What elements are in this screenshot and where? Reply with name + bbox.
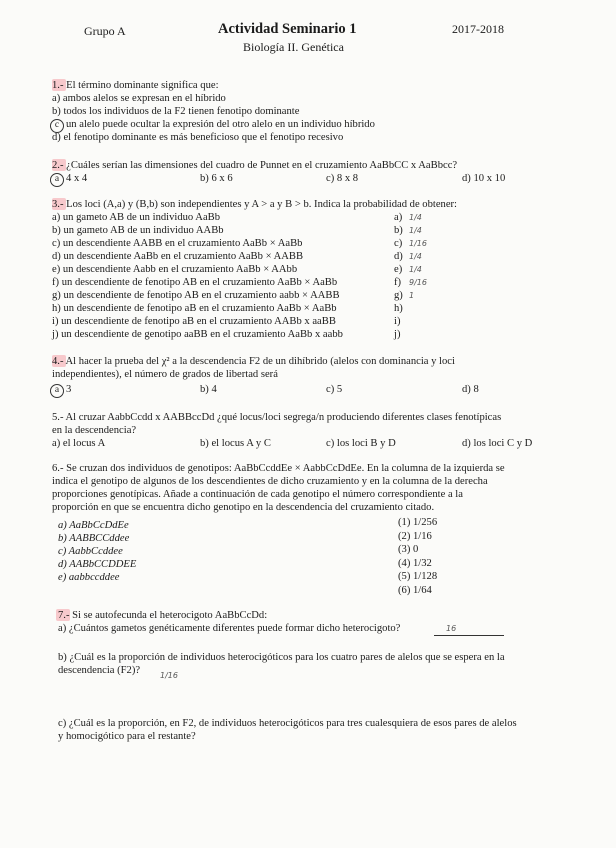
- q4-option-c: c) 5: [326, 384, 343, 395]
- q6-line-4: proporción en que se encuentra dicho genotipo en la descendencia del cruzamiento citado.: [52, 502, 435, 513]
- q6-genotype: c) AabbCcddee: [58, 546, 123, 557]
- q7-b-handwritten: 1/16: [160, 671, 178, 680]
- q7-a-handwritten: 16: [446, 624, 457, 633]
- q3-handwritten-answer: 1/4: [409, 252, 422, 261]
- q3-answer-label: d): [394, 251, 403, 262]
- q6-proportion: (5) 1/128: [398, 571, 438, 582]
- q3-answer-label: g): [394, 290, 403, 301]
- q7-stem: 7.- Si se autofecunda el heterocigoto AaBbCcDd:: [58, 610, 268, 621]
- q6-line-1: 6.- Se cruzan dos individuos de genotipos: AaBbCcddEe × AabbCcDdEe. En la columna de la izquierda se: [52, 463, 505, 474]
- q4-option-b: b) 4: [200, 384, 217, 395]
- q3-handwritten-answer: 9/16: [409, 278, 427, 287]
- circled-answer-c: c: [50, 119, 64, 133]
- q7-part-c-cont: y homocigótico para el restante?: [58, 731, 196, 742]
- q2-option-d: d) 10 x 10: [462, 173, 506, 184]
- q2-option-b: b) 6 x 6: [200, 173, 233, 184]
- q2-stem: 2.- ¿Cuáles serían las dimensiones del cuadro de Punnet en el cruzamiento AaBbCC x AaBbcc?: [52, 160, 458, 171]
- answer-line: [434, 635, 504, 636]
- q3-answer-label: c): [394, 238, 403, 249]
- q3-answer-label: i): [394, 316, 401, 327]
- q4-stem: 4.- Al hacer la prueba del χ² a la descendencia F2 de un dihíbrido (alelos con dominancia y loci: [52, 356, 455, 367]
- q3-answer-label: j): [394, 329, 401, 340]
- q4-option-a: a 3: [50, 384, 71, 398]
- q7-part-c: c) ¿Cuál es la proporción, en F2, de individuos heterocigóticos para tres cualesquiera de esos pares de alelos: [58, 718, 517, 729]
- group-label: Grupo A: [84, 24, 126, 38]
- q6-proportion: (2) 1/16: [398, 530, 432, 542]
- q3-handwritten-answer: 1/4: [409, 213, 422, 222]
- page-title: Actividad Seminario 1: [218, 21, 357, 37]
- q1-option-c: c un alelo puede ocultar la expresión del otro alelo en un individuo híbrido: [50, 119, 375, 133]
- q3-item: j) un descendiente de genotipo aaBB en el cruzamiento AaBb x aabb: [52, 329, 343, 340]
- q5-option-c: c) los loci B y D: [326, 438, 396, 449]
- q5-option-a: a) el locus A: [52, 438, 106, 449]
- q6-line-2: indica el genotipo de algunos de los descendientes de dicho cruzamiento y en la columna de la derecha: [52, 476, 488, 487]
- q3-item: g) un descendiente de fenotipo AB en el cruzamiento aabb × AABB: [52, 290, 340, 301]
- q3-item: e) un descendiente Aabb en el cruzamiento AaBb × AAbb: [52, 264, 298, 275]
- q1-option-b: b) todos los individuos de la F2 tienen fenotipo dominante: [52, 106, 300, 117]
- q4-option-d: d) 8: [462, 384, 479, 395]
- q3-handwritten-answer: 1/16: [409, 239, 427, 248]
- q3-answer-label: h): [394, 303, 403, 314]
- q2-option-a: a 4 x 4: [50, 173, 87, 187]
- q1-stem: 1.- El término dominante significa que:: [52, 80, 219, 91]
- q3-handwritten-answer: 1/4: [409, 265, 422, 274]
- q3-item: h) un descendiente de fenotipo aB en el cruzamiento AaBb × AaBb: [52, 303, 337, 314]
- q6-proportion: (1) 1/256: [398, 517, 438, 528]
- q6-genotype: b) AABBCCddee: [58, 533, 130, 544]
- q1-option-a: a) ambos alelos se expresan en el híbrido: [52, 93, 226, 104]
- q3-item: a) un gameto AB de un individuo AaBb: [52, 212, 221, 223]
- page-subtitle: Biología II. Genética: [243, 40, 344, 54]
- school-year: 2017-2018: [452, 22, 504, 36]
- q6-genotype: d) AABbCCDDEE: [58, 559, 137, 570]
- q6-genotype: e) aabbccddee: [58, 572, 120, 583]
- q7-part-b-cont: descendencia (F2)?: [58, 665, 141, 676]
- q3-item: c) un descendiente AABB en el cruzamiento AaBb × AaBb: [52, 238, 303, 249]
- circled-answer-a: a: [50, 384, 64, 398]
- q6-genotype: a) AaBbCcDdEe: [58, 520, 129, 531]
- q3-stem: 3.- Los loci (A,a) y (B,b) son independientes y A > a y B > b. Indica la probabilidad de obtener:: [52, 199, 457, 210]
- q3-item: b) un gameto AB de un individuo AABb: [52, 225, 224, 236]
- q4-stem-cont: independientes), el número de grados de libertad será: [52, 369, 278, 380]
- q3-answer-label: b): [394, 225, 403, 236]
- q3-answer-label: e): [394, 264, 403, 275]
- q6-proportion: (6) 1/64: [398, 584, 432, 596]
- q5-stem-cont: en la descendencia?: [52, 425, 137, 436]
- q5-option-d: d) los loci C y D: [462, 438, 533, 449]
- q1-option-d: d) el fenotipo dominante es más beneficioso que el fenotipo recesivo: [52, 132, 344, 143]
- q7-part-b: b) ¿Cuál es la proporción de individuos heterocigóticos para los cuatro pares de alelos que se espera en la: [58, 652, 505, 663]
- q6-proportion: (3) 0: [398, 544, 419, 555]
- q6-proportion: (4) 1/32: [398, 557, 432, 569]
- q7-part-a: a) ¿Cuántos gametos genéticamente diferentes puede formar dicho heterocigoto?: [58, 623, 401, 634]
- q3-handwritten-answer: 1: [409, 291, 415, 300]
- q3-item: f) un descendiente de fenotipo AB en el cruzamiento AaBb × AaBb: [52, 277, 338, 288]
- q2-option-c: c) 8 x 8: [326, 173, 359, 184]
- q6-line-3: proporciones genotípicas. Añade a continuación de cada genotipo el número correspondiente a la: [52, 489, 463, 500]
- q3-answer-label: f): [394, 277, 402, 288]
- q5-option-b: b) el locus A y C: [200, 438, 271, 449]
- q5-stem: 5.- Al cruzar AabbCcdd x AABBccDd ¿qué locus/loci segrega/n produciendo diferentes clases fenotípicas: [52, 412, 502, 423]
- q3-handwritten-answer: 1/4: [409, 226, 422, 235]
- q3-answer-label: a): [394, 212, 403, 223]
- q3-item: i) un descendiente de fenotipo aB en el cruzamiento AABb x aaBB: [52, 316, 336, 327]
- q3-item: d) un descendiente AaBb en el cruzamiento AaBb × AABB: [52, 251, 304, 262]
- circled-answer-a: a: [50, 173, 64, 187]
